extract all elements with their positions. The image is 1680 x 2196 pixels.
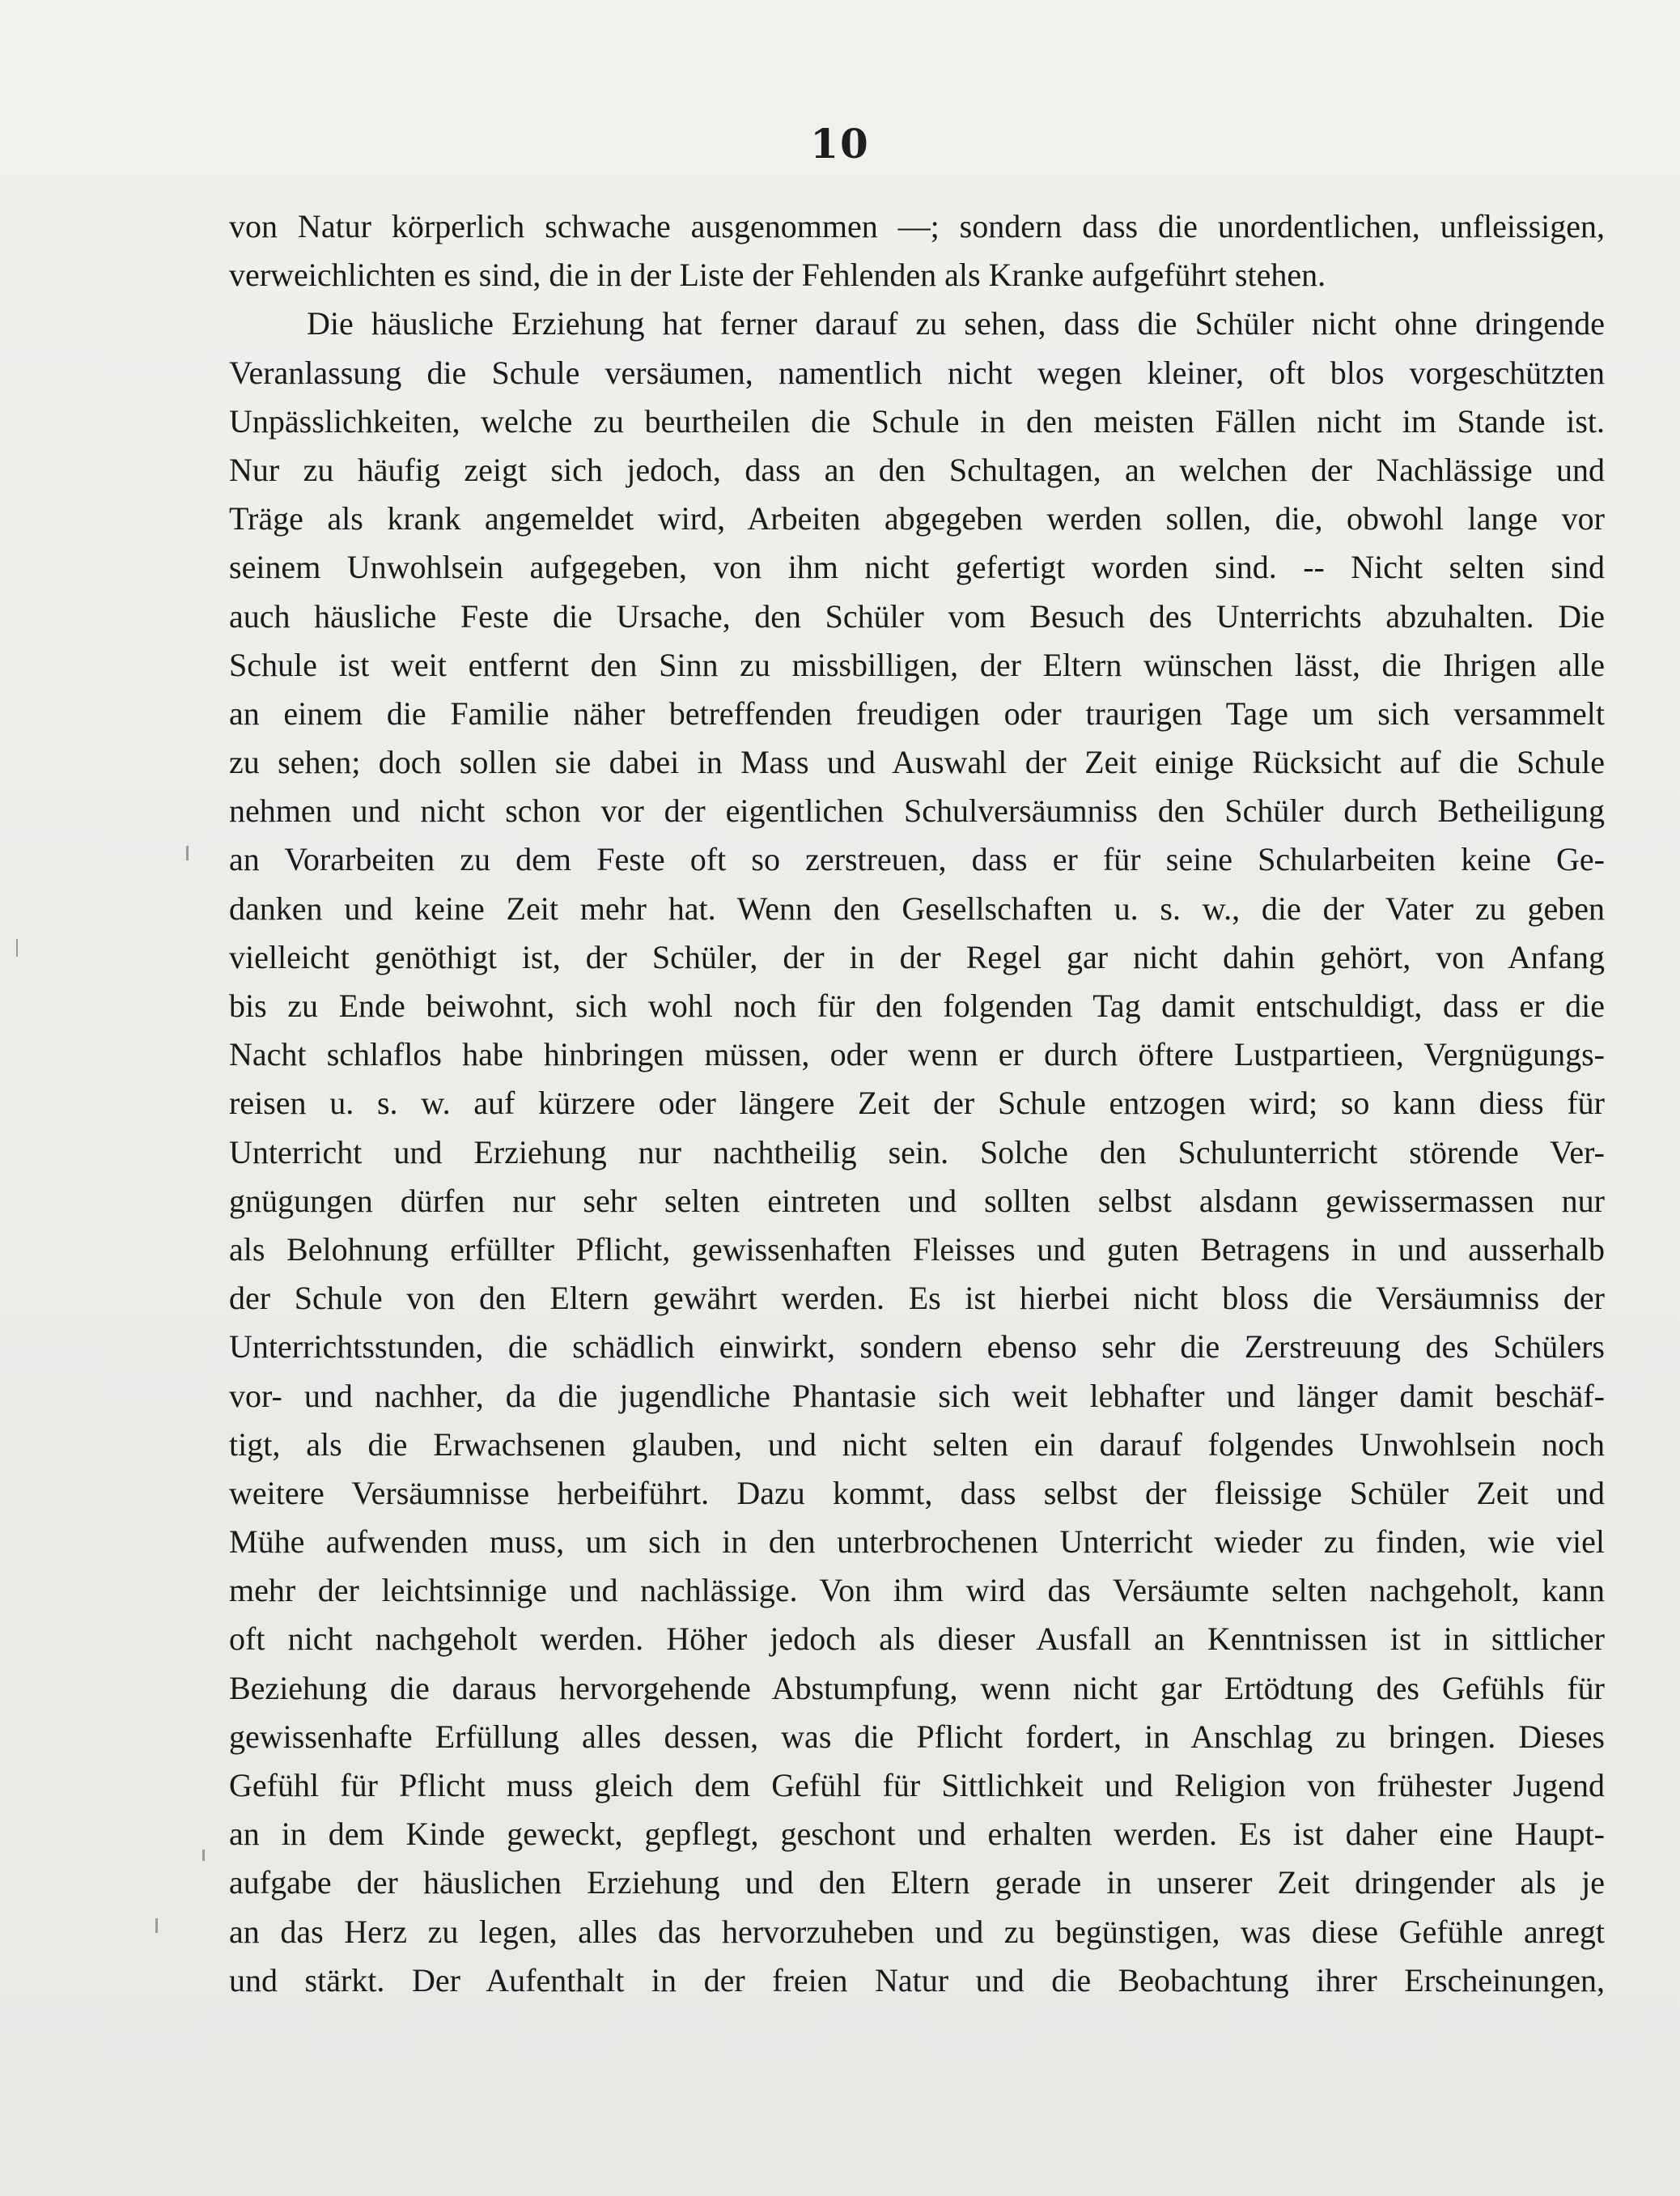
text-line: an einem die Familie näher betreffenden freudigen oder traurigen Tage um sich versammelt (229, 694, 1605, 732)
text-line: als Belohnung erfüllter Pflicht, gewissenhaften Fleisses und guten Betragens in und ausserhalb (229, 1230, 1605, 1268)
text-line: oft nicht nachgeholt werden. Höher jedoch als dieser Ausfall an Kenntnissen ist in sittlicher (229, 1620, 1605, 1658)
text-line: Veranlassung die Schule versäumen, namentlich nicht wegen kleiner, oft blos vorgeschützten (229, 354, 1605, 391)
text-line: tigt, als die Erwachsenen glauben, und nicht selten ein darauf folgendes Unwohlsein noch (229, 1425, 1605, 1463)
text-line: Träge als krank angemeldet wird, Arbeiten abgegeben werden sollen, die, obwohl lange vor (229, 500, 1605, 537)
text-line: Beziehung die daraus hervorgehende Abstumpfung, wenn nicht gar Ertödtung des Gefühls für (229, 1669, 1605, 1706)
margin-speck (186, 846, 189, 860)
text-line: an Vorarbeiten zu dem Feste oft so zerstreuen, dass er für seine Schularbeiten keine Ge- (229, 841, 1605, 878)
text-line: Gefühl für Pflicht muss gleich dem Gefühl für Sittlichkeit und Religion von frühester Jugend (229, 1767, 1605, 1803)
text-line: der Schule von den Eltern gewährt werden. Es ist hierbei nicht bloss die Versäumniss der (229, 1280, 1605, 1317)
text-line: vielleicht genöthigt ist, der Schüler, der in der Regel gar nicht dahin gehört, von Anfang (229, 938, 1605, 975)
text-line: gewissenhafte Erfüllung alles dessen, was die Pflicht fordert, in Anschlag zu bringen. Dieses (229, 1718, 1605, 1755)
page-number: 10 (810, 120, 870, 168)
text-line: reisen u. s. w. auf kürzere oder längere Zeit der Schule entzogen wird; so kann diess für (229, 1085, 1605, 1122)
text-line: danken und keine Zeit mehr hat. Wenn den Gesellschaften u. s. w., die der Vater zu geben (229, 890, 1605, 927)
text-line: an in dem Kinde geweckt, gepflegt, geschont und erhalten werden. Es ist daher eine Haupt- (229, 1816, 1605, 1853)
text-line: weitere Versäumnisse herbeiführt. Dazu kommt, dass selbst der fleissige Schüler Zeit und (229, 1474, 1605, 1511)
margin-speck (155, 1918, 158, 1933)
text-line: seinem Unwohlsein aufgegeben, von ihm nicht gefertigt worden sind. -- Nicht selten sind (229, 549, 1605, 586)
text-line: Mühe aufwenden muss, um sich in den unterbrochenen Unterricht wieder zu finden, wie viel (229, 1523, 1605, 1561)
text-line: von Natur körperlich schwache ausgenommen —; sondern dass die unordentlichen, unfleissigen, (229, 208, 1605, 244)
text-line: mehr der leichtsinnige und nachlässige. Von ihm wird das Versäumte selten nachgeholt, kann (229, 1572, 1605, 1609)
text-line: Schule ist weit entfernt den Sinn zu missbilligen, der Eltern wünschen lässt, die Ihrigen alle (229, 646, 1605, 683)
text-line: Nacht schlaflos habe hinbringen müssen, oder wenn er durch öftere Lustpartieen, Vergnügungs- (229, 1036, 1605, 1073)
margin-speck (202, 1850, 205, 1861)
text-line: auch häusliche Feste die Ursache, den Schüler vom Besuch des Unterrichts abzuhalten. Die (229, 597, 1605, 635)
text-line: Nur zu häufig zeigt sich jedoch, dass an den Schultagen, an welchen der Nachlässige und (229, 451, 1605, 488)
text-line: Unpässlichkeiten, welche zu beurtheilen die Schule in den meisten Fällen nicht im Stande ist. (229, 402, 1605, 440)
text-line: verweichlichten es sind, die in der Liste der Fehlenden als Kranke aufgeführt stehen. (229, 257, 1326, 294)
text-line: Die häusliche Erziehung hat ferner darauf zu sehen, dass die Schüler nicht ohne dringende (307, 305, 1605, 342)
text-line: an das Herz zu legen, alles das hervorzuheben und zu begünstigen, was diese Gefühle anregt (229, 1913, 1605, 1950)
text-line: und stärkt. Der Aufenthalt in der freien Natur und die Beobachtung ihrer Erscheinungen, (229, 1961, 1605, 1998)
text-line: Unterrichtsstunden, die schädlich einwirkt, sondern ebenso sehr die Zerstreuung des Schülers (229, 1328, 1605, 1366)
text-line: zu sehen; doch sollen sie dabei in Mass und Auswahl der Zeit einige Rücksicht auf die Schule (229, 744, 1605, 781)
text-line: Unterricht und Erziehung nur nachtheilig sein. Solche den Schulunterricht störende Ver- (229, 1133, 1605, 1170)
margin-speck (16, 939, 18, 957)
text-line: aufgabe der häuslichen Erziehung und den Eltern gerade in unserer Zeit dringender als je (229, 1864, 1605, 1901)
text-line: bis zu Ende beiwohnt, sich wohl noch für den folgenden Tag damit entschuldigt, dass er die (229, 988, 1605, 1024)
body-text (229, 202, 1605, 2005)
text-line: gnügungen dürfen nur sehr selten eintreten und sollten selbst alsdann gewissermassen nur (229, 1182, 1605, 1219)
text-line: vor- und nachher, da die jugendliche Phantasie sich weit lebhafter und länger damit beschäf- (229, 1377, 1605, 1414)
text-line: nehmen und nicht schon vor der eigentlichen Schulversäumniss den Schüler durch Betheiligung (229, 792, 1605, 830)
